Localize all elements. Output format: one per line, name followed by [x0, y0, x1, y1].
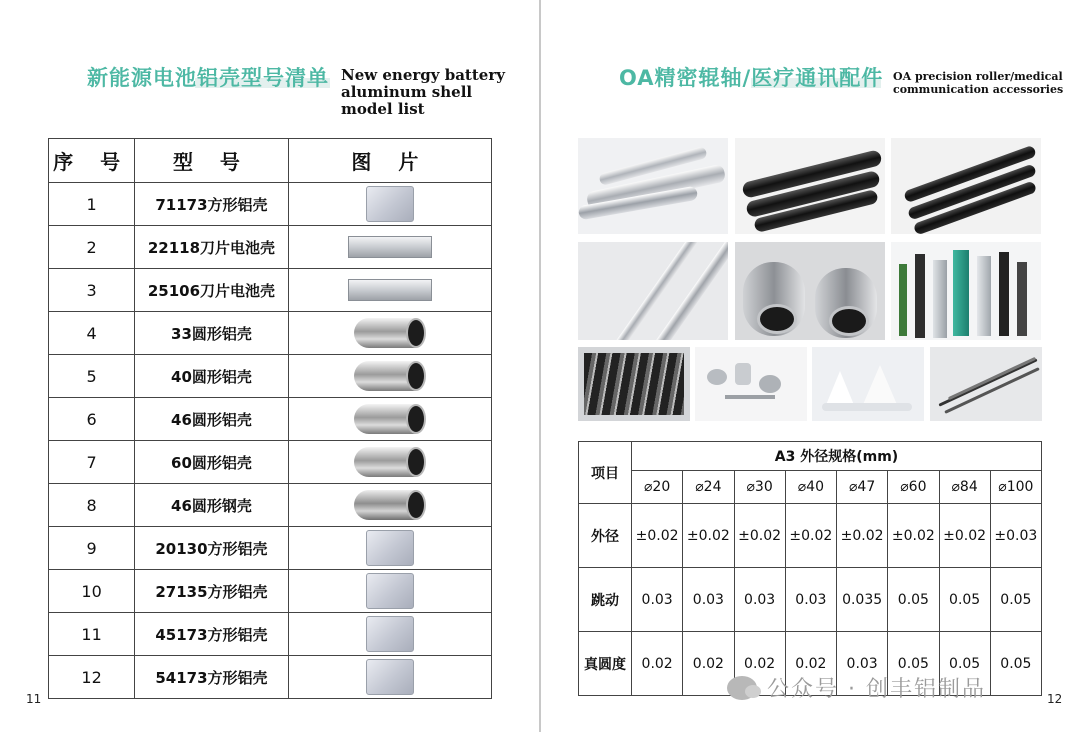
row-model: 25106刀片电池壳: [135, 269, 289, 312]
row-image-cell: [288, 355, 491, 398]
row-model: 45173方形铝壳: [135, 613, 289, 656]
square-aluminum-shell-image: [366, 186, 414, 222]
spec-value: 0.035: [837, 568, 888, 632]
spec-value: 0.02: [734, 632, 785, 696]
table-row: [49, 226, 492, 269]
spec-value: 0.05: [888, 568, 939, 632]
table-row: [49, 527, 492, 570]
row-image-cell: [288, 484, 491, 527]
blade-battery-shell-image: [348, 236, 432, 258]
row-index: 7: [49, 441, 135, 484]
table-row: [49, 656, 492, 699]
row-model: 54173方形铝壳: [135, 656, 289, 699]
row-model: 46圆形铝壳: [135, 398, 289, 441]
row-image-cell: [288, 570, 491, 613]
spec-header-row: [579, 442, 1042, 471]
row-index: 11: [49, 613, 135, 656]
spec-diameter: ⌀60: [888, 471, 939, 504]
header-model: 型 号: [135, 139, 289, 183]
table-row: [49, 312, 492, 355]
table-row: [49, 484, 492, 527]
spec-table: [578, 441, 1042, 696]
row-index: 2: [49, 226, 135, 269]
round-aluminum-shell-image: [354, 361, 426, 391]
spec-value: 0.05: [990, 632, 1041, 696]
row-image-cell: [288, 398, 491, 441]
row-image-cell: [288, 312, 491, 355]
row-model: 60圆形铝壳: [135, 441, 289, 484]
title-en-line: model list: [341, 100, 425, 118]
spec-row: [579, 568, 1042, 632]
square-aluminum-shell-image: [366, 616, 414, 652]
row-model: 22118刀片电池壳: [135, 226, 289, 269]
row-index: 1: [49, 183, 135, 226]
table-header-row: [49, 139, 492, 183]
table-row: [49, 183, 492, 226]
spec-value: 0.03: [785, 568, 836, 632]
spec-row: [579, 504, 1042, 568]
coated-rollers-photo: [891, 138, 1041, 234]
row-model: 71173方形铝壳: [135, 183, 289, 226]
spec-diameter: ⌀20: [632, 471, 683, 504]
spec-value: ±0.03: [990, 504, 1041, 568]
page-title-en: [341, 67, 505, 118]
title-en-line: New energy battery: [341, 66, 505, 84]
spec-row-label: 外径: [579, 504, 632, 568]
page-number: 11: [26, 692, 42, 706]
roller-ends-closeup-photo: [735, 242, 885, 340]
round-aluminum-shell-image: [354, 318, 426, 348]
spec-value: ±0.02: [734, 504, 785, 568]
round-aluminum-shell-image: [354, 447, 426, 477]
medical-fittings-photo: [695, 347, 807, 421]
spec-group-header: A3 外径规格(mm): [632, 442, 1042, 471]
round-steel-shell-image: [354, 490, 426, 520]
row-index: 12: [49, 656, 135, 699]
table-row: [49, 613, 492, 656]
spec-value: 0.02: [683, 632, 734, 696]
spec-corner-label: 项目: [579, 442, 632, 504]
spec-value: 0.05: [888, 632, 939, 696]
machined-shafts-photo: [578, 242, 728, 340]
row-image-cell: [288, 656, 491, 699]
row-image-cell: [288, 226, 491, 269]
row-index: 9: [49, 527, 135, 570]
spec-diameter-row: [579, 471, 1042, 504]
page-number: 12: [1047, 692, 1063, 706]
title-en-line: communication accessories: [893, 83, 1064, 96]
page-title-en: [893, 70, 1063, 96]
table-row: [49, 441, 492, 484]
spec-diameter: ⌀24: [683, 471, 734, 504]
aluminum-tubes-photo: [578, 138, 728, 234]
title-en-line: aluminum shell: [341, 83, 473, 101]
row-image-cell: [288, 613, 491, 656]
spec-row-label: 真圆度: [579, 632, 632, 696]
spec-value: 0.05: [939, 632, 990, 696]
header-image: 图 片: [288, 139, 491, 183]
row-image-cell: [288, 441, 491, 484]
row-model: 33圆形铝壳: [135, 312, 289, 355]
row-model: 20130方形铝壳: [135, 527, 289, 570]
table-row: [49, 398, 492, 441]
table-row: [49, 570, 492, 613]
watermark: [727, 672, 986, 703]
black-rollers-photo: [735, 138, 885, 234]
model-list-table: [48, 138, 492, 699]
header-index: 序 号: [49, 139, 135, 183]
colored-rollers-photo: [891, 242, 1041, 340]
row-image-cell: [288, 527, 491, 570]
table-row: [49, 269, 492, 312]
spec-row-label: 跳动: [579, 568, 632, 632]
row-index: 5: [49, 355, 135, 398]
square-aluminum-shell-image: [366, 573, 414, 609]
row-image-cell: [288, 183, 491, 226]
spec-value: ±0.02: [888, 504, 939, 568]
row-model: 46圆形钢壳: [135, 484, 289, 527]
spec-diameter: ⌀40: [785, 471, 836, 504]
title-en-line: OA precision roller/medical: [893, 70, 1063, 83]
wechat-icon: [727, 676, 757, 700]
spec-value: 0.03: [734, 568, 785, 632]
spec-value: 0.02: [632, 632, 683, 696]
spec-value: 0.03: [632, 568, 683, 632]
row-index: 6: [49, 398, 135, 441]
spec-value: 0.02: [785, 632, 836, 696]
spec-value: 0.03: [837, 632, 888, 696]
page-title-cn: OA精密辊轴/医疗通讯配件: [619, 66, 884, 90]
row-index: 8: [49, 484, 135, 527]
spec-diameter: ⌀47: [837, 471, 888, 504]
spec-value: ±0.02: [632, 504, 683, 568]
spec-value: ±0.02: [939, 504, 990, 568]
spec-value: 0.05: [990, 568, 1041, 632]
spec-value: ±0.02: [837, 504, 888, 568]
dark-profiles-photo: [578, 347, 690, 421]
spec-value: ±0.02: [785, 504, 836, 568]
page-title-cn: 新能源电池铝壳型号清单: [87, 66, 329, 90]
table-row: [49, 355, 492, 398]
square-aluminum-shell-image: [366, 530, 414, 566]
spec-value: 0.03: [683, 568, 734, 632]
spec-diameter: ⌀84: [939, 471, 990, 504]
blade-battery-shell-image: [348, 279, 432, 301]
row-index: 10: [49, 570, 135, 613]
row-index: 3: [49, 269, 135, 312]
thin-rods-photo: [930, 347, 1042, 421]
row-model: 27135方形铝壳: [135, 570, 289, 613]
row-index: 4: [49, 312, 135, 355]
row-model: 40圆形铝壳: [135, 355, 289, 398]
watermark-text: 公众号 · 创丰铝制品: [767, 677, 986, 702]
spec-diameter: ⌀30: [734, 471, 785, 504]
white-cone-parts-photo: [812, 347, 924, 421]
round-aluminum-shell-image: [354, 404, 426, 434]
row-image-cell: [288, 269, 491, 312]
spec-value: 0.05: [939, 568, 990, 632]
spec-diameter: ⌀100: [990, 471, 1041, 504]
square-aluminum-shell-image: [366, 659, 414, 695]
spec-value: ±0.02: [683, 504, 734, 568]
